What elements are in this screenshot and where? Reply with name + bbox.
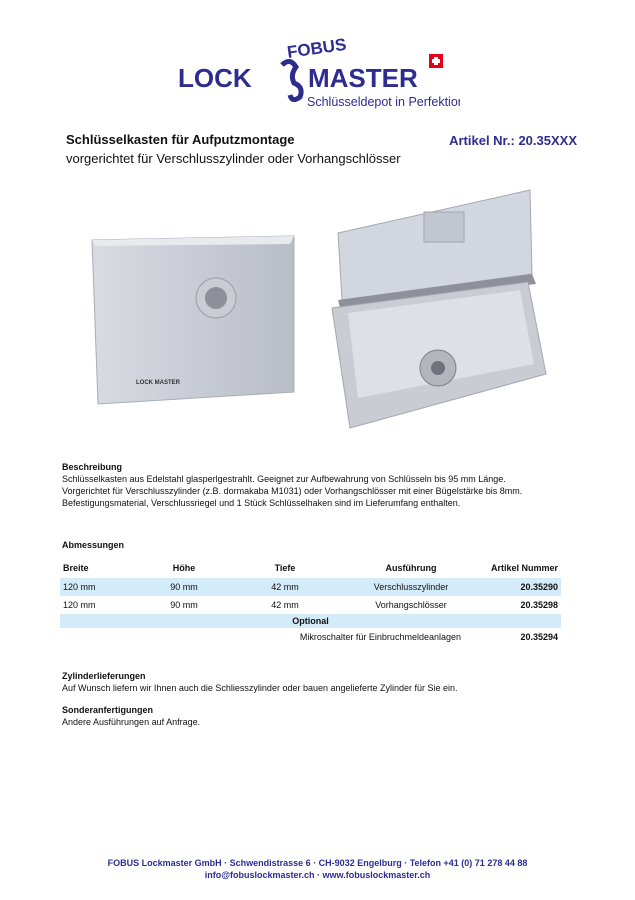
cell: 120 mm [63,600,96,610]
col-header: Artikel Nummer [490,563,558,573]
cylinders-section [62,670,458,694]
article-number: Artikel Nr.: 20.35XXX [449,133,577,148]
optional-number: 20.35294 [520,632,558,642]
col-header: Tiefe [274,563,296,573]
cell: Vorhangschlösser [375,600,447,610]
lockmaster-logo [170,30,460,110]
custom-heading: Sonderanfertigungen [62,705,154,715]
cell: Verschlusszylinder [343,578,479,596]
cylinders-heading: Zylinderlieferungen [62,671,146,681]
logo-tagline: Schlüsseldepot in Perfektion [307,95,460,109]
product-subtitle: vorgerichtet für Verschlusszylinder oder Vorhangschlösser [66,151,401,166]
cell: 90 mm [170,600,198,610]
dimensions-heading: Abmessungen [62,540,125,550]
logo-lock: LOCK [178,63,252,93]
col-header: Höhe [172,563,196,573]
custom-text: Andere Ausführungen auf Anfrage. [62,717,201,727]
optional-item: Mikroschalter für Einbruchmeldeanlagen [299,632,461,642]
product-image-closed [88,232,303,412]
description-heading: Beschreibung [62,462,123,472]
logo-master: MASTER [308,63,418,93]
description-line: Schlüsselkasten aus Edelstahl glasperlgestrahlt. Geeignet zur Aufbewahrung von Schlüsseln bis 95 mm Länge. [62,474,506,484]
logo-fobus: FOBUS [285,34,348,62]
footer-address: FOBUS Lockmaster GmbH · Schwendistrasse 6 · CH-9032 Engelburg · Telefon +41 (0) 71 278 44 88 [107,858,528,868]
product-title: Schlüsselkasten für Aufputzmontage [66,132,295,147]
product-image-open [328,188,553,443]
custom-section [62,704,200,728]
dimensions-table [60,558,561,646]
box-label: LOCK MASTER [136,380,180,386]
optional-label: Optional [60,614,561,628]
cell: 90 mm [141,578,227,596]
cell: 42 mm [227,578,343,596]
footer-contact: info@fobuslockmaster.ch · www.fobuslockmaster.ch [204,870,431,880]
description-line: Befestigungsmaterial, Verschlussriegel und 1 Stück Schlüsselhaken sind im Lieferumfang enthalten. [62,498,461,508]
description-section [62,461,522,509]
cell: 20.35298 [520,600,558,610]
cell: 20.35290 [479,578,561,596]
optional-row [60,614,561,628]
description-line: Vorgerichtet für Verschlusszylinder (z.B. dormakaba M1031) oder Vorhangschlösser mit einer Bügelstärke bis 8mm. [62,486,523,496]
col-header: Ausführung [385,563,437,573]
cell: 42 mm [271,600,299,610]
col-header: Breite [63,563,89,573]
cell: 120 mm [60,578,141,596]
table-header-row [60,558,561,578]
table-row [60,596,561,614]
cylinders-text: Auf Wunsch liefern wir Ihnen auch die Schliesszylinder oder bauen angelieferte Zylinder für Sie ein. [62,683,458,693]
table-row [60,578,561,596]
table-row [60,628,561,646]
